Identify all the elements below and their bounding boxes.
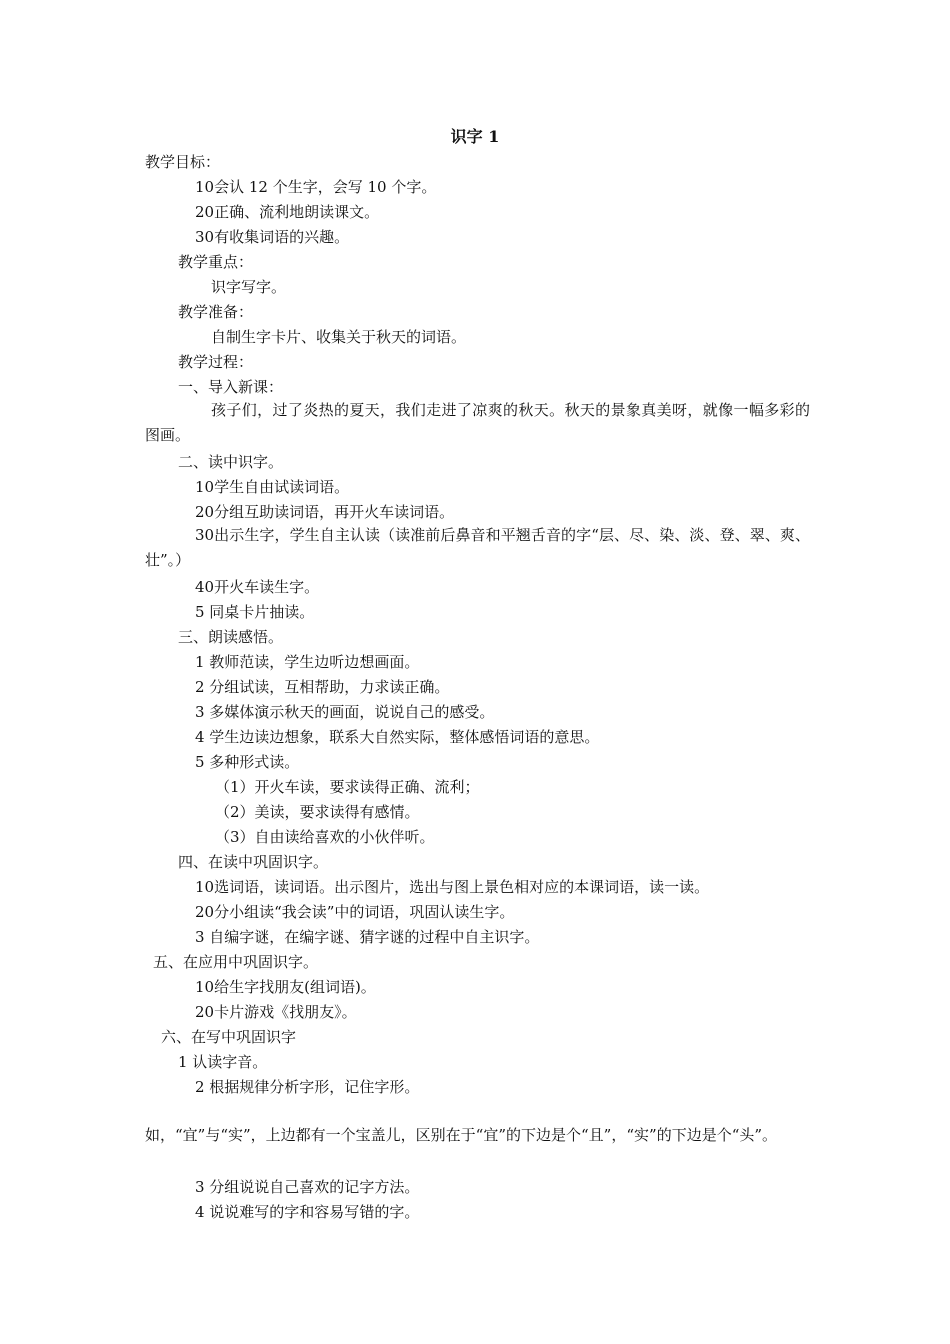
section-6-example-paragraph: 如，“宜”与“实”，上边都有一个宝盖儿，区别在于“宜”的下边是个“且”，“实”的下边是个“头”。 (145, 1126, 778, 1144)
heading-preparation: 教学准备： (178, 303, 254, 321)
section-6-item-2: 2 根据规律分析字形，记住字形。 (195, 1078, 420, 1096)
section-3-heading: 三、朗读感悟。 (178, 628, 284, 646)
section-2-item-4: 40开火车读生字。 (195, 578, 320, 596)
section-1-heading: 一、导入新课： (178, 378, 284, 396)
section-3-item-5: 5 多种形式读。 (195, 753, 300, 771)
section-2-item-3: 30出示生字，学生自主认读（读准前后鼻音和平翘舌音的字“层、尽、染、淡、登、翠、爽、壮”。） (145, 526, 810, 569)
heading-key-points: 教学重点： (178, 253, 254, 271)
goal-item-2: 20正确、流利地朗读课文。 (195, 203, 380, 221)
section-3-item-1: 1 教师范读，学生边听边想画面。 (195, 653, 420, 671)
preparation-text: 自制生字卡片、收集关于秋天的词语。 (211, 328, 467, 346)
section-3-item-3: 3 多媒体演示秋天的画面，说说自己的感受。 (195, 703, 495, 721)
section-2-item-5: 5 同桌卡片抽读。 (195, 603, 315, 621)
section-4-item-3: 3 自编字谜，在编字谜、猜字谜的过程中自主识字。 (195, 928, 540, 946)
section-4-item-2: 20分小组读“我会读”中的词语，巩固认读生字。 (195, 903, 515, 921)
section-6-item-3: 3 分组说说自己喜欢的记字方法。 (195, 1178, 420, 1196)
section-2-item-1: 10学生自由试读词语。 (195, 478, 350, 496)
section-5-item-2: 20卡片游戏《找朋友》。 (195, 1003, 357, 1021)
section-5-item-1: 10给生字找朋友(组词语)。 (195, 978, 376, 996)
section-1-paragraph: 孩子们，过了炎热的夏天，我们走进了凉爽的秋天。秋天的景象真美呀，就像一幅多彩的图画。 (145, 401, 810, 444)
goal-item-3: 30有收集词语的兴趣。 (195, 228, 350, 246)
key-points-text: 识字写字。 (211, 278, 287, 296)
section-6-item-1: 1 认读字音。 (178, 1053, 268, 1071)
document-title: 识字 1 (450, 127, 500, 146)
goal-item-1: 10会认 12 个生字，会写 10 个字。 (195, 178, 437, 196)
section-4-item-1: 10选词语，读词语。出示图片，选出与图上景色相对应的本课词语，读一读。 (195, 878, 710, 896)
section-3-item-2: 2 分组试读，互相帮助，力求读正确。 (195, 678, 450, 696)
section-3-subitem-2: （2）美读，要求读得有感情。 (215, 803, 420, 821)
section-5-heading: 五、在应用中巩固识字。 (153, 953, 319, 971)
section-3-item-4: 4 学生边读边想象，联系大自然实际，整体感悟词语的意思。 (195, 728, 600, 746)
section-6-heading: 六、在写中巩固识字 (161, 1028, 297, 1046)
section-3-subitem-1: （1）开火车读，要求读得正确、流利； (215, 778, 480, 796)
section-3-subitem-3: （3）自由读给喜欢的小伙伴听。 (215, 828, 435, 846)
heading-teaching-goals: 教学目标： (145, 153, 221, 171)
section-4-heading: 四、在读中巩固识字。 (178, 853, 329, 871)
section-2-heading: 二、读中识字。 (178, 453, 284, 471)
heading-process: 教学过程： (178, 353, 254, 371)
section-6-item-4: 4 说说难写的字和容易写错的字。 (195, 1203, 420, 1221)
section-2-item-2: 20分组互助读词语，再开火车读词语。 (195, 503, 455, 521)
